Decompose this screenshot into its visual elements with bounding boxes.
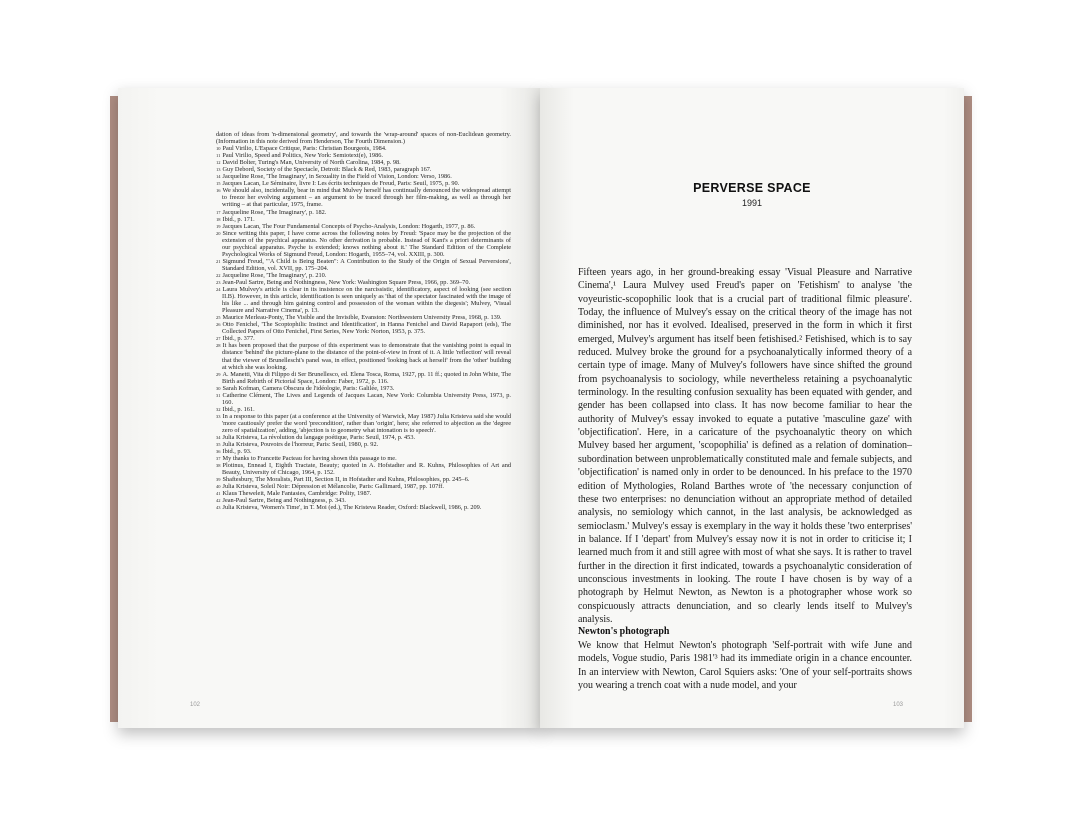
- endnote: [216, 392, 511, 406]
- endnote-number: 24: [216, 287, 221, 293]
- endnote-number: 33: [216, 413, 221, 419]
- endnote-number: 12: [216, 160, 221, 166]
- endnote-number: 35: [216, 442, 221, 448]
- endnote-number: 30: [216, 385, 221, 391]
- endnote-text: Ibid., p. 171.: [222, 215, 255, 223]
- endnote-text: Ibid., p. 161.: [222, 405, 255, 413]
- endnote-text: Jacqueline Rose, 'The Imaginary', in Sexuality in the Field of Vision, London: Verso, 1986.: [222, 173, 452, 181]
- endnote-text: Since writing this paper, I have come across the following notes by Freud: 'Space may be the projection of the extension of the psychical apparatus. No other derivation is probable. Instead of Kant's a priori determinants of our psychical apparatus. Psyche is extended; knows nothing about it.' The Standard Edition of the Complete Psychological Works of Sigmund Freud, London: Hogarth, 1955–74, vol. XXIII, p. 300.: [222, 229, 511, 258]
- endnote-text: Shaftesbury, The Moralists, Part III, Section II, in Hofstadter and Kuhns, Philosophies, pp. 245–6.: [222, 476, 470, 484]
- endnote-text: Ibid., p. 377.: [222, 335, 255, 343]
- endnote: [216, 342, 511, 370]
- endnotes-list: [216, 131, 511, 512]
- endnote: [216, 476, 511, 483]
- endnote-text: Sarah Kofman, Camera Obscura de l'idéologie, Paris: Galilée, 1973.: [222, 384, 395, 392]
- endnote-text: Paul Virilio, L'Espace Critique, Paris: Christian Bourgeois, 1984.: [222, 145, 387, 153]
- endnote: [216, 272, 511, 279]
- endnote: [216, 385, 511, 392]
- endnote: [216, 490, 511, 497]
- section-heading: Newton's photograph: [578, 626, 670, 637]
- endnote: [216, 187, 511, 208]
- endnote: [216, 371, 511, 385]
- endnote: [216, 258, 511, 272]
- endnote-text: Jean-Paul Sartre, Being and Nothingness, New York: Washington Square Press, 1966, pp. 369–70.: [222, 278, 471, 286]
- endnote-text: Plotinus, Ennead I, Eighth Tractate, Beauty; quoted in A. Hofstadter and R. Kuhns, Philosophies of Art and Beauty, University of Chicago, 1964, p. 152.: [222, 462, 511, 477]
- endnote-text: Jean-Paul Sartre, Being and Nothingness, p. 343.: [222, 497, 346, 505]
- endnote-number: 41: [216, 491, 221, 497]
- endnote: [216, 497, 511, 504]
- endnote: [216, 504, 511, 511]
- endnote: [216, 462, 511, 476]
- endnote: [216, 223, 511, 230]
- endnote-text: Sigmund Freud, '"A Child is Being Beaten": A Contribution to the Study of the Origin of Sexual Perversions', Standard Edition, vol. XVII, pp. 175–204.: [222, 257, 511, 272]
- endnote: [216, 166, 511, 173]
- endnote-number: 42: [216, 498, 221, 504]
- endnote-number: 15: [216, 181, 221, 187]
- endnote: [216, 145, 511, 152]
- endnote-number: 32: [216, 406, 221, 412]
- endnote-number: 38: [216, 463, 221, 469]
- endnote-number: 23: [216, 279, 221, 285]
- endnote-number: 36: [216, 449, 221, 455]
- endnote: [216, 230, 511, 258]
- endnote-number: 19: [216, 223, 221, 229]
- endnote: [216, 314, 511, 321]
- endnote-text: It has been proposed that the purpose of this experiment was to demonstrate that the vanishing point is equal in distance 'behind' the picture-plane to the distance of the point-of-view in front of it. A little 'reflection' will reveal that the viewer of Brunelleschi's panel was, in effect, positioned 'looking back at herself' from the 'other' building at which she was looking.: [222, 342, 511, 371]
- endnote-number: 43: [216, 505, 221, 511]
- endnote-text: Jacques Lacan, The Four Fundamental Concepts of Psycho-Analysis, London: Hogarth, 1977, p. 86.: [222, 222, 476, 230]
- open-book: [116, 88, 966, 728]
- endnote-number: 20: [216, 230, 221, 236]
- endnote: [216, 455, 511, 462]
- endnote-text: Guy Debord, Society of the Spectacle, Detroit: Black & Red, 1983, paragraph 167.: [222, 166, 432, 174]
- endnote: [216, 209, 511, 216]
- endnote-text: In a response to this paper (at a conference at the University of Warwick, May 1987) Julia Kristeva said she would 'more cautiously' prefer the word 'precondition', rather than 'origin', here; she referred to abjection as the 'degree zero of spatialization', adding, 'abjection is to geometry what intonation is to speech'.: [222, 412, 511, 434]
- page-number-left: 102: [190, 702, 201, 708]
- endnote-text: Jacques Lacan, Le Séminaire, livre I: Les écrits techniques de Freud, Paris: Seuil, 1975, p. 90.: [222, 180, 460, 188]
- endnote: [216, 413, 511, 434]
- endnote-text: dation of ideas from 'n-dimensional geometry', and towards the 'wrap-around' spaces of non-Euclidean geometry. (Information in this note derived from Henderson, The Fourth Dimension.): [216, 131, 511, 146]
- endnote: [216, 483, 511, 490]
- endnote-number: 18: [216, 216, 221, 222]
- endnote: [216, 131, 511, 145]
- endnote: [216, 448, 511, 455]
- endnote-number: 25: [216, 315, 221, 321]
- endnote-text: A. Manetti, Vita di Filippo di Ser Brunellesco, ed. Elena Tosca, Roma, 1927, pp. 11 ff.; quoted in John White, The Birth and Rebirth of Pictorial Space, London: Faber, 1972, p. 116.: [222, 370, 511, 385]
- endnote: [216, 152, 511, 159]
- endnote-number: 13: [216, 167, 221, 173]
- endnote-text: Catherine Clément, The Lives and Legends of Jacques Lacan, New York: Columbia University Press, 1973, p. 160.: [222, 391, 511, 406]
- endnote: [216, 216, 511, 223]
- endnote-text: Paul Virilio, Speed and Politics, New York: Semiotext(e), 1986.: [222, 152, 383, 160]
- endnote: [216, 335, 511, 342]
- endnote-number: 14: [216, 174, 221, 180]
- endnote: [216, 180, 511, 187]
- endnote-text: Julia Kristeva, 'Women's Time', in T. Moi (ed.), The Kristeva Reader, Oxford: Blackwell, 1986, p. 209.: [222, 504, 482, 512]
- endnote: [216, 286, 511, 314]
- endnote: [216, 321, 511, 335]
- endnote-number: 39: [216, 477, 221, 483]
- chapter-title: PERVERSE SPACE: [693, 181, 811, 195]
- endnote-text: My thanks to Francette Pacteau for having shown this passage to me.: [222, 455, 397, 463]
- endnote-number: 27: [216, 336, 221, 342]
- page-number-right: 103: [893, 702, 904, 708]
- endnote-number: 11: [216, 153, 221, 159]
- endnote-number: 34: [216, 435, 221, 441]
- endnote-text: Julia Kristeva, La révolution du langage poétique, Paris: Seuil, 1974, p. 453.: [222, 434, 416, 442]
- endnote-text: Julia Kristeva, Pouvoirs de l'horreur, Paris: Seuil, 1980, p. 92.: [222, 441, 379, 449]
- endnote-number: 29: [216, 371, 221, 377]
- endnote: [216, 279, 511, 286]
- endnote: [216, 173, 511, 180]
- endnote-text: Laura Mulvey's article is clear in its insistence on the narcissistic, identificatory, aspect of looking (see section II.B). However, in this article, identification is seen uniquely as 'that of the spectator fascinated with the image of his like ... and through him gaining control and possession of the woman within the diegesis'; Mulvey, 'Visual Pleasure and Narrative Cinema', p. 13.: [222, 286, 511, 315]
- endnote-text: Maurice Merleau-Ponty, The Visible and the Invisible, Evanston: Northwestern University Press, 1968, p. 139.: [222, 314, 502, 322]
- endnote-number: 16: [216, 188, 221, 194]
- endnote-text: Julia Kristeva, Soleil Noir: Dépression et Mélancolie, Paris: Gallimard, 1987, pp. 107ff.: [222, 483, 444, 491]
- endnote-number: 37: [216, 456, 221, 462]
- endnote-text: Ibid., p. 93.: [222, 448, 252, 456]
- endnote-text: David Bolter, Turing's Man, University of North Carolina, 1984, p. 98.: [222, 159, 401, 167]
- endnote: [216, 434, 511, 441]
- endnote-number: 21: [216, 258, 221, 264]
- endnote: [216, 406, 511, 413]
- endnote-number: 26: [216, 322, 221, 328]
- endnote: [216, 441, 511, 448]
- endnote-number: 10: [216, 146, 221, 152]
- endnote-number: 31: [216, 392, 221, 398]
- body-paragraph-1: Fifteen years ago, in her ground-breaking essay 'Visual Pleasure and Narrative Cinema',¹ Laura Mulvey used Freud's paper on 'Fetishism' to analyse 'the voyeuristic-scopophilic look that is a crucial part of traditional filmic pleasure'. Today, the influence of Mulvey's essay on the critical theory of the image has not diminished, nor has it evolved. Idealised, preserved in the form in which it first emerged, Mulvey's argument has itself been fetishised.² Fetishised, which is to say reduced. Mulvey broke the ground for a psychoanalytically informed theory of a certain type of image. Many of Mulvey's followers have since shifted the ground from psychoanalysis to sociology, while nevertheless retaining a psychoanalytic terminology. In the resulting confusion sexuality has been equated with gender, and gender has been collapsed into class. It has now become familiar to hear the authority of Mulvey's essay invoked to equate a putative 'masculine gaze' with 'objectification'. Here, in a caricature of the psychoanalytic theory on which Mulvey based her argument, 'scopophilia' is defined as a relation of domination–subordination between unproblematically constituted male and female subjects, and 'objectification' is named only in order to be denounced. In his preface to the 1970 edition of Mythologies, Roland Barthes wrote of 'the necessary conjunction of these two enterprises: no denunciation without an appropriate method of detailed analysis, no semiology which cannot, in the last analysis, be acknowledged as semioclasm.' Mulvey's essay is exemplary in the way it holds these 'two enterprises' in balance. If I 'depart' from Mulvey's essay now it is not in order to criticise it; I learned much from it and still agree with most of what she says. It is rather to travel further in the direction it first indicated, towards a psychoanalytic consideration of unconscious investments in looking. The route I have chosen is by way of a photograph by Helmut Newton, as Newton is a photographer whose work so conspicuously attracts denunciation, and so clearly lends itself to Mulvey's analysis.: [578, 267, 912, 625]
- endnote-text: Jacqueline Rose, 'The Imaginary', p. 182.: [222, 208, 327, 216]
- endnote: [216, 159, 511, 166]
- endnote-number: 40: [216, 484, 221, 490]
- endnote-number: 22: [216, 272, 221, 278]
- endnote-number: 17: [216, 209, 221, 215]
- endnote-text: Klaus Theweleit, Male Fantasies, Cambridge: Polity, 1987.: [222, 490, 372, 498]
- endnote-number: 28: [216, 343, 221, 349]
- endnote-text: Otto Fenichel, 'The Scoptophilic Instinct and Identification', in Hanna Fenichel and David Rapaport (eds), The Collected Papers of Otto Fenichel, First Series, New York: Norton, 1953, p. 375.: [222, 321, 511, 336]
- endnote-text: We should also, incidentally, bear in mind that Mulvey herself has continually denounced the widespread attempt to freeze her evolving argument – an argument to be traced through her film-making, as well as through her writing – at that particular, 1975, frame.: [222, 187, 511, 209]
- chapter-year: 1991: [741, 198, 763, 208]
- body-paragraph-2: We know that Helmut Newton's photograph 'Self-portrait with wife June and models, Vogue studio, Paris 1981'³ had its immediate origin in a chance encounter. In an interview with Newton, Carol Squiers asks: 'One of your self-portraits shows you wearing a trench coat with a nude model, and your: [578, 640, 912, 692]
- endnote-text: Jacqueline Rose, 'The Imaginary', p. 210.: [222, 271, 327, 279]
